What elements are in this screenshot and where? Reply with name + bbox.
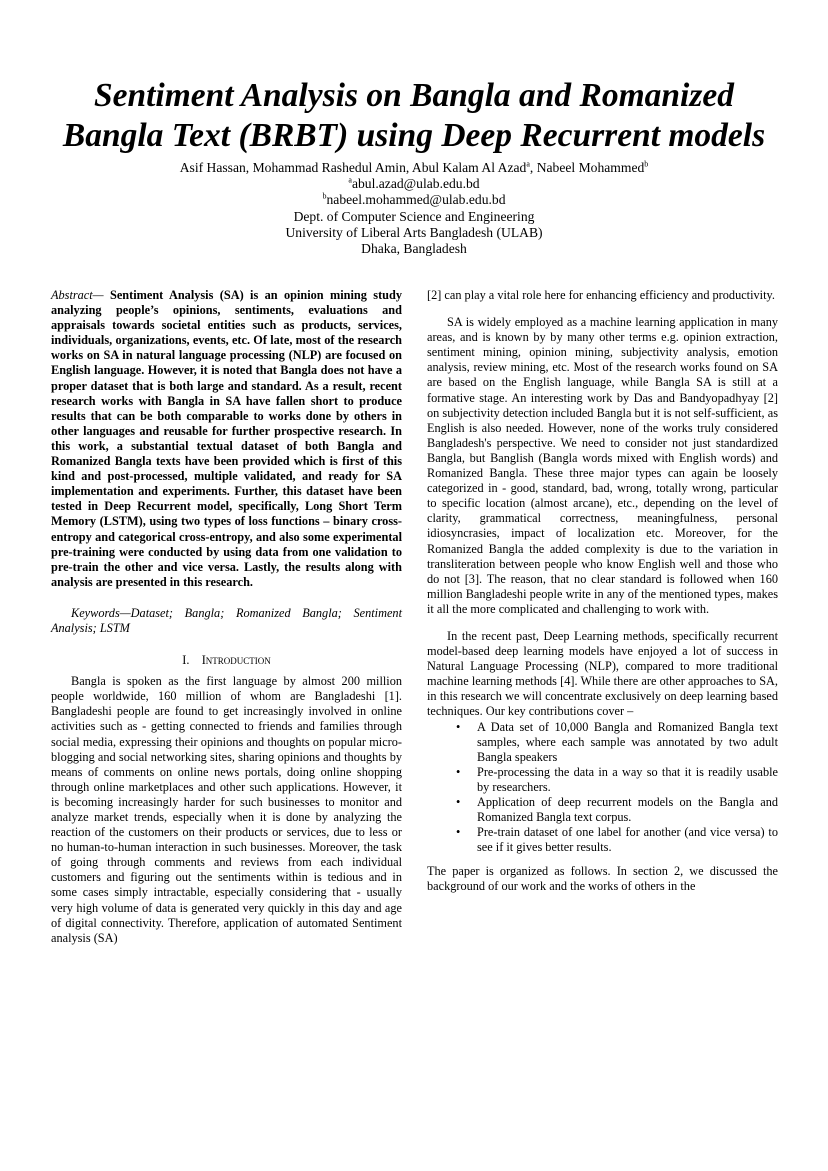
paper-title [0, 76, 828, 156]
affiliation-university: University of Liberal Arts Bangladesh (ULAB) [285, 224, 543, 240]
section-heading-introduction [51, 653, 402, 668]
title-line-2: Bangla Text (BRBT) using Deep Recurrent models [62, 117, 766, 154]
abstract-dash: — [92, 288, 104, 302]
author-block [0, 160, 828, 257]
email-b-text: nabeel.mohammed@ulab.edu.bd [326, 192, 506, 208]
intro-paragraph-1: Bangla is spoken as the first language by almost 200 million people worldwide, 160 million of whom are Bangladeshi [1]. Bangladeshi people are found to get increasingly involved in online activities such as - getting connected to friends and families through social media, expressing their opinions and thoughts on popular micro-blogging and social networking sites, sharing opinions and thoughts by means of comments on online news portals, doing online shopping through online marketplaces and other such applications. However, it is becoming increasingly harder for such businesses to monitor and analyze market trends, especially when it is done by analyzing the reaction of the customers on their products or services, due to less or no human-to-human interaction in such businesses. Moreover, the task of going through comments and reviews from each individual customers and figuring out the sentiments within is tedious and in some cases simply intractable, especially considering that - usually very high volume of data is generated very quickly in this day and age of digital connectivity. Therefore, application of automated Sentiment analysis (SA) [51, 674, 402, 945]
left-column [51, 288, 402, 946]
bullet-icon: • [456, 764, 461, 779]
list-item [427, 825, 778, 855]
email-marker-a: a [348, 175, 352, 185]
email-a-text: abul.azad@ulab.edu.bd [351, 176, 480, 192]
contributions-list [427, 720, 778, 856]
affiliation-department: Dept. of Computer Science and Engineering [293, 208, 535, 224]
list-item-text: A Data set of 10,000 Bangla and Romanized Bangla text samples, where each sample was annotated by two adult Bangla speakers [477, 719, 778, 764]
intro-paragraph-4: The paper is organized as follows. In section 2, we discussed the background of our work and the works of others in the [427, 864, 778, 894]
keywords [51, 606, 402, 636]
affiliation-marker-b: b [644, 159, 649, 169]
author-email-b [0, 192, 828, 208]
right-column [427, 288, 778, 907]
bullet-icon: • [456, 825, 461, 840]
bullet-icon: • [456, 795, 461, 809]
affiliation-city: Dhaka, Bangladesh [361, 241, 467, 257]
affiliation-marker-a: a [526, 159, 530, 169]
bullet-icon: • [456, 719, 461, 734]
author-names-part-2: , Nabeel Mohammed [529, 160, 645, 175]
abstract-text: Sentiment Analysis (SA) is an opinion mining study analyzing people’s opinions, sentiments, evaluations and appraisals towards societal entities such as products, services, individuals, organizations, events, etc. Of late, most of the research works on SA in natural language processing (NLP) are focused on English language. However, it is noted that Bangla does not have a proper dataset that is both large and standard. As a result, recent research works with Bangla in SA have fallen short to produce results that can be both comparable to works done by others in other languages and reusable for further prospective research. In this work, a substantial textual dataset of both Bangla and Romanized Bangla texts have been provided which is first of this kind and post-processed, multiple validated, and ready for SA implementation and experiments. Further, this dataset have been tested in Deep Recurrent model, specifically, Long Short Term Memory (LSTM), using two types of loss functions – binary cross-entropy and categorical cross-entropy, and also some experimental pre-training were conducted by using data from one validation to pre-train the other and vice versa. Lastly, the results along with analysis are presented in this research. [51, 288, 402, 589]
list-item [427, 720, 778, 765]
author-email-a [0, 176, 828, 192]
intro-paragraph-3: In the recent past, Deep Learning methods, specifically recurrent model-based deep learning models have enjoyed a lot of success in Natural Language Processing (NLP), compared to more traditional machine learning methods [4]. While there are other approaches to SA, in this research we will concentrate exclusively on deep learning based techniques. Our key contributions cover – [427, 628, 778, 719]
title-line-1: Sentiment Analysis on Bangla and Romanized [93, 77, 735, 114]
abstract [51, 288, 402, 590]
list-item-text: Application of deep recurrent models on the Bangla and Romanized Bangla text corpus. [477, 795, 778, 825]
author-names-part-1: Asif Hassan, Mohammad Rashedul Amin, Abul Kalam Al Azad [179, 160, 527, 175]
section-title: Introduction [201, 653, 271, 668]
section-number: I. [182, 653, 190, 668]
intro-paragraph-continuation: [2] can play a vital role here for enhancing efficiency and productivity. [427, 288, 775, 302]
email-marker-b: b [322, 191, 327, 201]
keywords-text: Dataset; Bangla; Romanized Bangla; Sentiment Analysis; LSTM [51, 605, 402, 635]
abstract-label: Abstract [51, 288, 93, 302]
list-item [427, 765, 778, 795]
author-names [0, 160, 828, 176]
list-item-text: Pre-train dataset of one label for another (and vice versa) to see if it gives better results. [477, 825, 778, 855]
list-item [427, 795, 778, 825]
list-item-text: Pre-processing the data in a way so that it is readily usable by researchers. [477, 764, 778, 794]
intro-paragraph-2: SA is widely employed as a machine learning application in many areas, and is known by by many other terms e.g. opinion extraction, sentiment mining, opinion mining, subjectivity analysis, emotion analysis, review mining, etc. Most of the research works found on SA are based on the English language, while Bangla SA is still at a formative stage. An interesting work by Das and Bandyopadhyay [2] on subjectivity detection included Bangla but it is not self-sufficient, as English is also needed. However, none of the works truly considered Bangladesh's perspective. We need to consider not just standardized Bangla, but Banglish (Bangla words mixed with English words) and Romanized Bangla. These three major types can again be loosely categorized in - good, standard, bad, wrong, totally wrong, particular to specific location (almost arcane), etc., depending on the level of clarity, grammatical correctness, meaningfulness, personal idiosyncrasies, impact of localization etc. Moreover, for the Romanized Bangla the added complexity is due to the variation in transliteration between people who know English well and those who do not [3]. The reason, that no clear standard is followed when 160 million Bangladeshi people write in any of the mentioned types, makes it all the more complicated and challenging to work with. [427, 315, 778, 616]
keywords-label: Keywords— [71, 605, 131, 620]
